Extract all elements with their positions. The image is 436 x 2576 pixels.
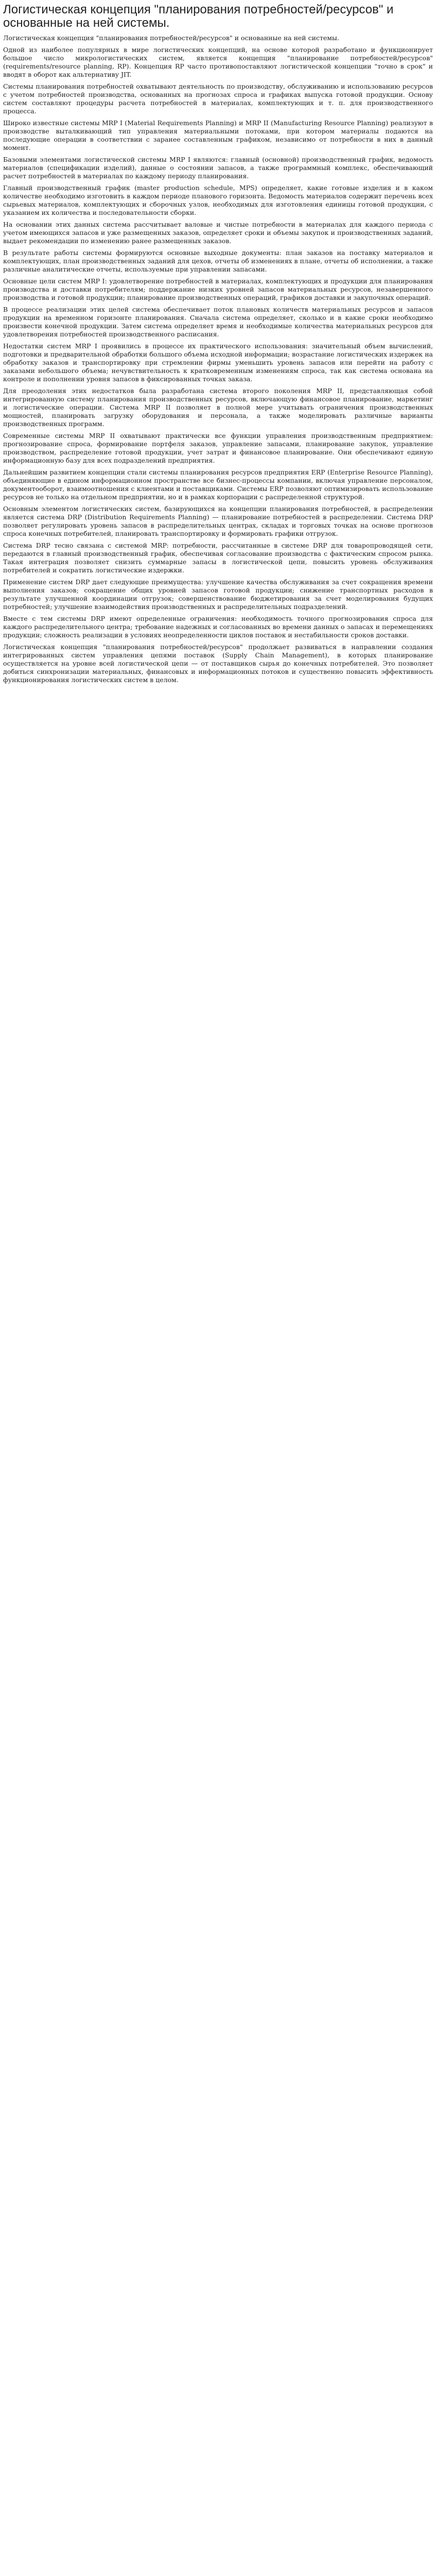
paragraph: На основании этих данных система рассчитывает валовые и чистые потребности в материалах для каждого периода с учетом имеющихся запасов и уже размещенных заказов, определяет сроки и объемы закупок и производственных заданий, выдает рекомендации по изменению ранее размещенных заказов. [3, 221, 433, 245]
paragraph: Вместе с тем системы DRP имеют определенные ограничения: необходимость точного прогнозирования спроса для каждого распределительного центра; требование надежных и согласованных во времени данных о запасах и перемещениях продукции; сложность реализации в условиях неопределенности циклов поставок и нестабильности сроков доставки. [3, 615, 433, 639]
paragraph: В результате работы системы формируются основные выходные документы: план заказов на поставку материалов и комплектующих, план производственных заданий для цехов, отчеты об изменениях в плане, отчеты об исполнении, а также различные аналитические отчеты, используемые при управлении запасами. [3, 249, 433, 273]
paragraph: Одной из наиболее популярных в мире логистических концепций, на основе которой разработано и функционирует большое число микрологистических систем, является концепция "планирование потребностей/ресурсов" (requirements/resource planning, RP). Концепция RP часто противопоставляют логистической концепции "точно в срок" и вводят в оборот как альтернативу JIT. [3, 46, 433, 78]
paragraph: Главный производственный график (master production schedule, MPS) определяет, какие готовые изделия и в каком количестве необходимо изготовить в каждом периоде планового горизонта. Ведомость материалов содержит перечень всех сырьевых материалов, комплектующих и сборочных узлов, необходимых для изготовления единицы готовой продукции, с указанием их количества и последовательности сборки. [3, 184, 433, 216]
paragraph: Применение систем DRP дает следующие преимущества: улучшение качества обслуживания за счет сокращения времени выполнения заказов; сокращение общих уровней запасов готовой продукции; снижение транспортных расходов в результате улучшенной координации отгрузок; совершенствование бюджетирования за счет моделирования будущих потребностей; улучшение взаимодействия производственных и распределительных подразделений. [3, 578, 433, 611]
paragraph: Системы планирования потребностей охватывают деятельность по производству, обслуживанию и использованию ресурсов с учетом потребностей производства, основанных на прогнозах спроса и графиках выпуска готовой продукции. Основу систем составляют процедуры расчета потребностей в материалах, комплектующих и т. п. для производственного процесса. [3, 82, 433, 115]
paragraph: Логистическая концепция "планирования потребностей/ресурсов" продолжает развиваться в направлении создания интегрированных систем управления цепями поставок (Supply Chain Management), в которых планирование осуществляется на уровне всей логистической цепи — от поставщиков сырья до конечных потребителей. Это позволяет добиться синхронизации материальных, финансовых и информационных потоков и существенно повысить эффективность функционирования логистических систем в целом. [3, 643, 433, 684]
paragraph: Современные системы MRP II охватывают практически все функции управления производственным предприятием: прогнозирование спроса, формирование портфеля заказов, управление запасами, планирование закупок, управление производством, распределение готовой продукции, учет затрат и финансовое планирование. Они обеспечивают единую информационную базу для всех подразделений предприятия. [3, 432, 433, 464]
paragraph: Широко известные системы MRP I (Material Requirements Planning) и MRP II (Manufacturing Resource Planning) реализуют в производстве выталкивающий тип управления материальными потоками, при котором материалы подаются на последующие операции в соответствии с заранее составленным графиком, независимо от потребности в них в данный момент. [3, 119, 433, 151]
paragraph: Базовыми элементами логистической системы MRP I являются: главный (основной) производственный график, ведомость материалов (спецификации изделий), данные о состоянии запасов, а также программный комплекс, обеспечивающий расчет потребностей в материалах по каждому периоду планирования. [3, 156, 433, 180]
paragraph: Логистическая концепция "планирования потребностей/ресурсов" и основанные на ней системы. [3, 34, 339, 42]
paragraph: Дальнейшим развитием концепции стали системы планирования ресурсов предприятия ERP (Enterprise Resource Planning), объединяющие в едином информационном пространстве все бизнес-процессы компании, включая управление персоналом, документооборот, взаимоотношения с клиентами и поставщиками. Системы ERP позволяют оптимизировать использование ресурсов не только на отдельном предприятии, но и в рамках корпорации с распределенной структурой. [3, 468, 433, 501]
document-body [3, 34, 433, 684]
paragraph: Основным элементом логистических систем, базирующихся на концепции планирования потребностей, в распределении является система DRP (Distribution Requirements Planning) — планирование потребностей в распределении. Система DRP позволяет регулировать уровень запасов в распределительных центрах, складах и торговых точках на основе прогнозов спроса конечных потребителей, планировать транспортировку и формировать графики отгрузок. [3, 505, 433, 537]
paragraph: Недостатки систем MRP I проявились в процессе их практического использования: значительный объем вычислений, подготовки и предварительной обработки большого объема исходной информации; возрастание логистических издержек на обработку заказов и транспортировку при стремлении фирмы уменьшить уровень запасов или перейти на работу с заказами небольшого объема; нечувствительность к кратковременным изменениям спроса, так как система основана на контроле и пополнении уровня запасов в фиксированных точках заказа. [3, 342, 433, 383]
paragraph: В процессе реализации этих целей система обеспечивает поток плановых количеств материальных ресурсов и запасов продукции на временном горизонте планирования. Сначала система определяет, сколько и в какие сроки необходимо произвести конечной продукции. Затем система определяет время и необходимые количества материальных ресурсов для удовлетворения потребностей производственного расписания. [3, 306, 433, 338]
paragraph: Система DRP тесно связана с системой MRP: потребности, рассчитанные в системе DRP для товаропроводящей сети, передаются в главный производственный график, обеспечивая согласование производства с фактическим спросом рынка. Такая интеграция позволяет снизить суммарные запасы в логистической цепи, повысить уровень обслуживания потребителей и сократить логистические издержки. [3, 541, 433, 574]
paragraph: Для преодоления этих недостатков была разработана система второго поколения MRP II, представляющая собой интегрированную систему планирования производственных ресурсов, включающую финансовое планирование, маркетинг и логистические операции. Система MRP II позволяет в полной мере учитывать ограничения производственных мощностей, планировать загрузку оборудования и персонала, а также моделировать различные варианты производственных программ. [3, 387, 433, 428]
paragraph: Основные цели систем MRP I: удовлетворение потребностей в материалах, комплектующих и продукции для планирования производства и доставки потребителям; поддержание низких уровней запасов материальных ресурсов, незавершенного производства и готовой продукции; планирование производственных операций, графиков доставки и закупочных операций. [3, 277, 433, 301]
document-title: Логистическая концепция "планирования потребностей/ресурсов" и основанные на ней системы. [3, 3, 394, 30]
